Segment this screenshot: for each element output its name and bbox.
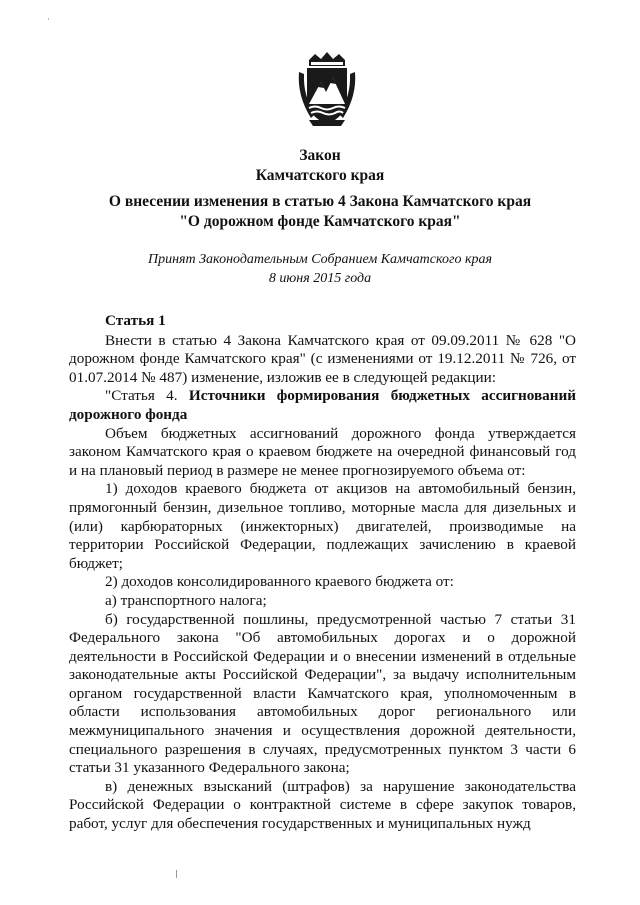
adoption-note-line1: Принят Законодательным Собранием Камчатского края bbox=[147, 252, 493, 267]
article-body bbox=[69, 312, 576, 834]
scan-dot bbox=[48, 18, 49, 20]
law-title-line1: Закон bbox=[299, 147, 341, 164]
law-title-line2: Камчатского края bbox=[255, 167, 385, 184]
adoption-date: 8 июня 2015 года bbox=[268, 271, 372, 286]
scan-mark bbox=[176, 870, 177, 878]
law-subject bbox=[0, 192, 640, 232]
item-1: 1) доходов краевого бюджета от акцизов на автомобильный бензин, прямогонный бензин, дизельное топливо, моторные масла для дизельных и (или) карбюраторных (инжекторных) двигателей, производимые на территории Российской Федерации, подлежащих зачислению в краевой бюджет; bbox=[69, 480, 576, 572]
article-intro: Внести в статью 4 Закона Камчатского края от 09.09.2011 № 628 "О дорожном фонде Камчатского края" (с изменениями от 19.12.2011 № 726, от 01.07.2014 № 487) изменение, изложив ее в следующей редакции: bbox=[69, 331, 576, 386]
law-subject-line1: О внесении изменения в статью 4 Закона Камчатского края bbox=[108, 193, 532, 210]
adoption-note bbox=[0, 250, 640, 288]
article-heading: Статья 1 bbox=[105, 312, 166, 329]
quoted-article-prefix: "Статья 4. bbox=[105, 387, 189, 405]
item-2a: а) транспортного налога; bbox=[105, 591, 267, 609]
paragraph-1: Объем бюджетных ассигнований дорожного фонда утверждается законом Камчатского края о краевом бюджете на очередной финансовый год и на плановый период в размере не менее прогнозируемого объема от: bbox=[69, 424, 576, 479]
item-2: 2) доходов консолидированного краевого бюджета от: bbox=[105, 573, 454, 591]
quoted-article-name: Источники формирования бюджетных ассигнований дорожного фонда bbox=[69, 387, 576, 423]
law-title bbox=[0, 146, 640, 186]
kamchatka-coat-of-arms-icon bbox=[295, 52, 359, 128]
item-2c: в) денежных взысканий (штрафов) за нарушение законодательства Российской Федерации о контрактной системе в сфере закупок товаров, работ, услуг для обеспечения государственных и муниципальных нужд bbox=[69, 777, 576, 833]
law-subject-line2: "О дорожном фонде Камчатского края" bbox=[179, 213, 461, 230]
item-2b: б) государственной пошлины, предусмотренной частью 7 статьи 31 Федерального закона "Об автомобильных дорогах и о дорожной деятельности в Российской Федерации и о внесении изменений в отдельные законодательные акты Российской Федерации", за выдачу исполнительным органом государственной власти Камчатского края, уполномоченным в области использования автомобильных дорог регионального или межмуниципального значения и осуществления дорожной деятельности, специального разрешения в случаях, предусмотренных пунктом 3 части 6 статьи 31 указанного Федерального закона; bbox=[69, 610, 576, 777]
quoted-article-title bbox=[69, 387, 576, 424]
